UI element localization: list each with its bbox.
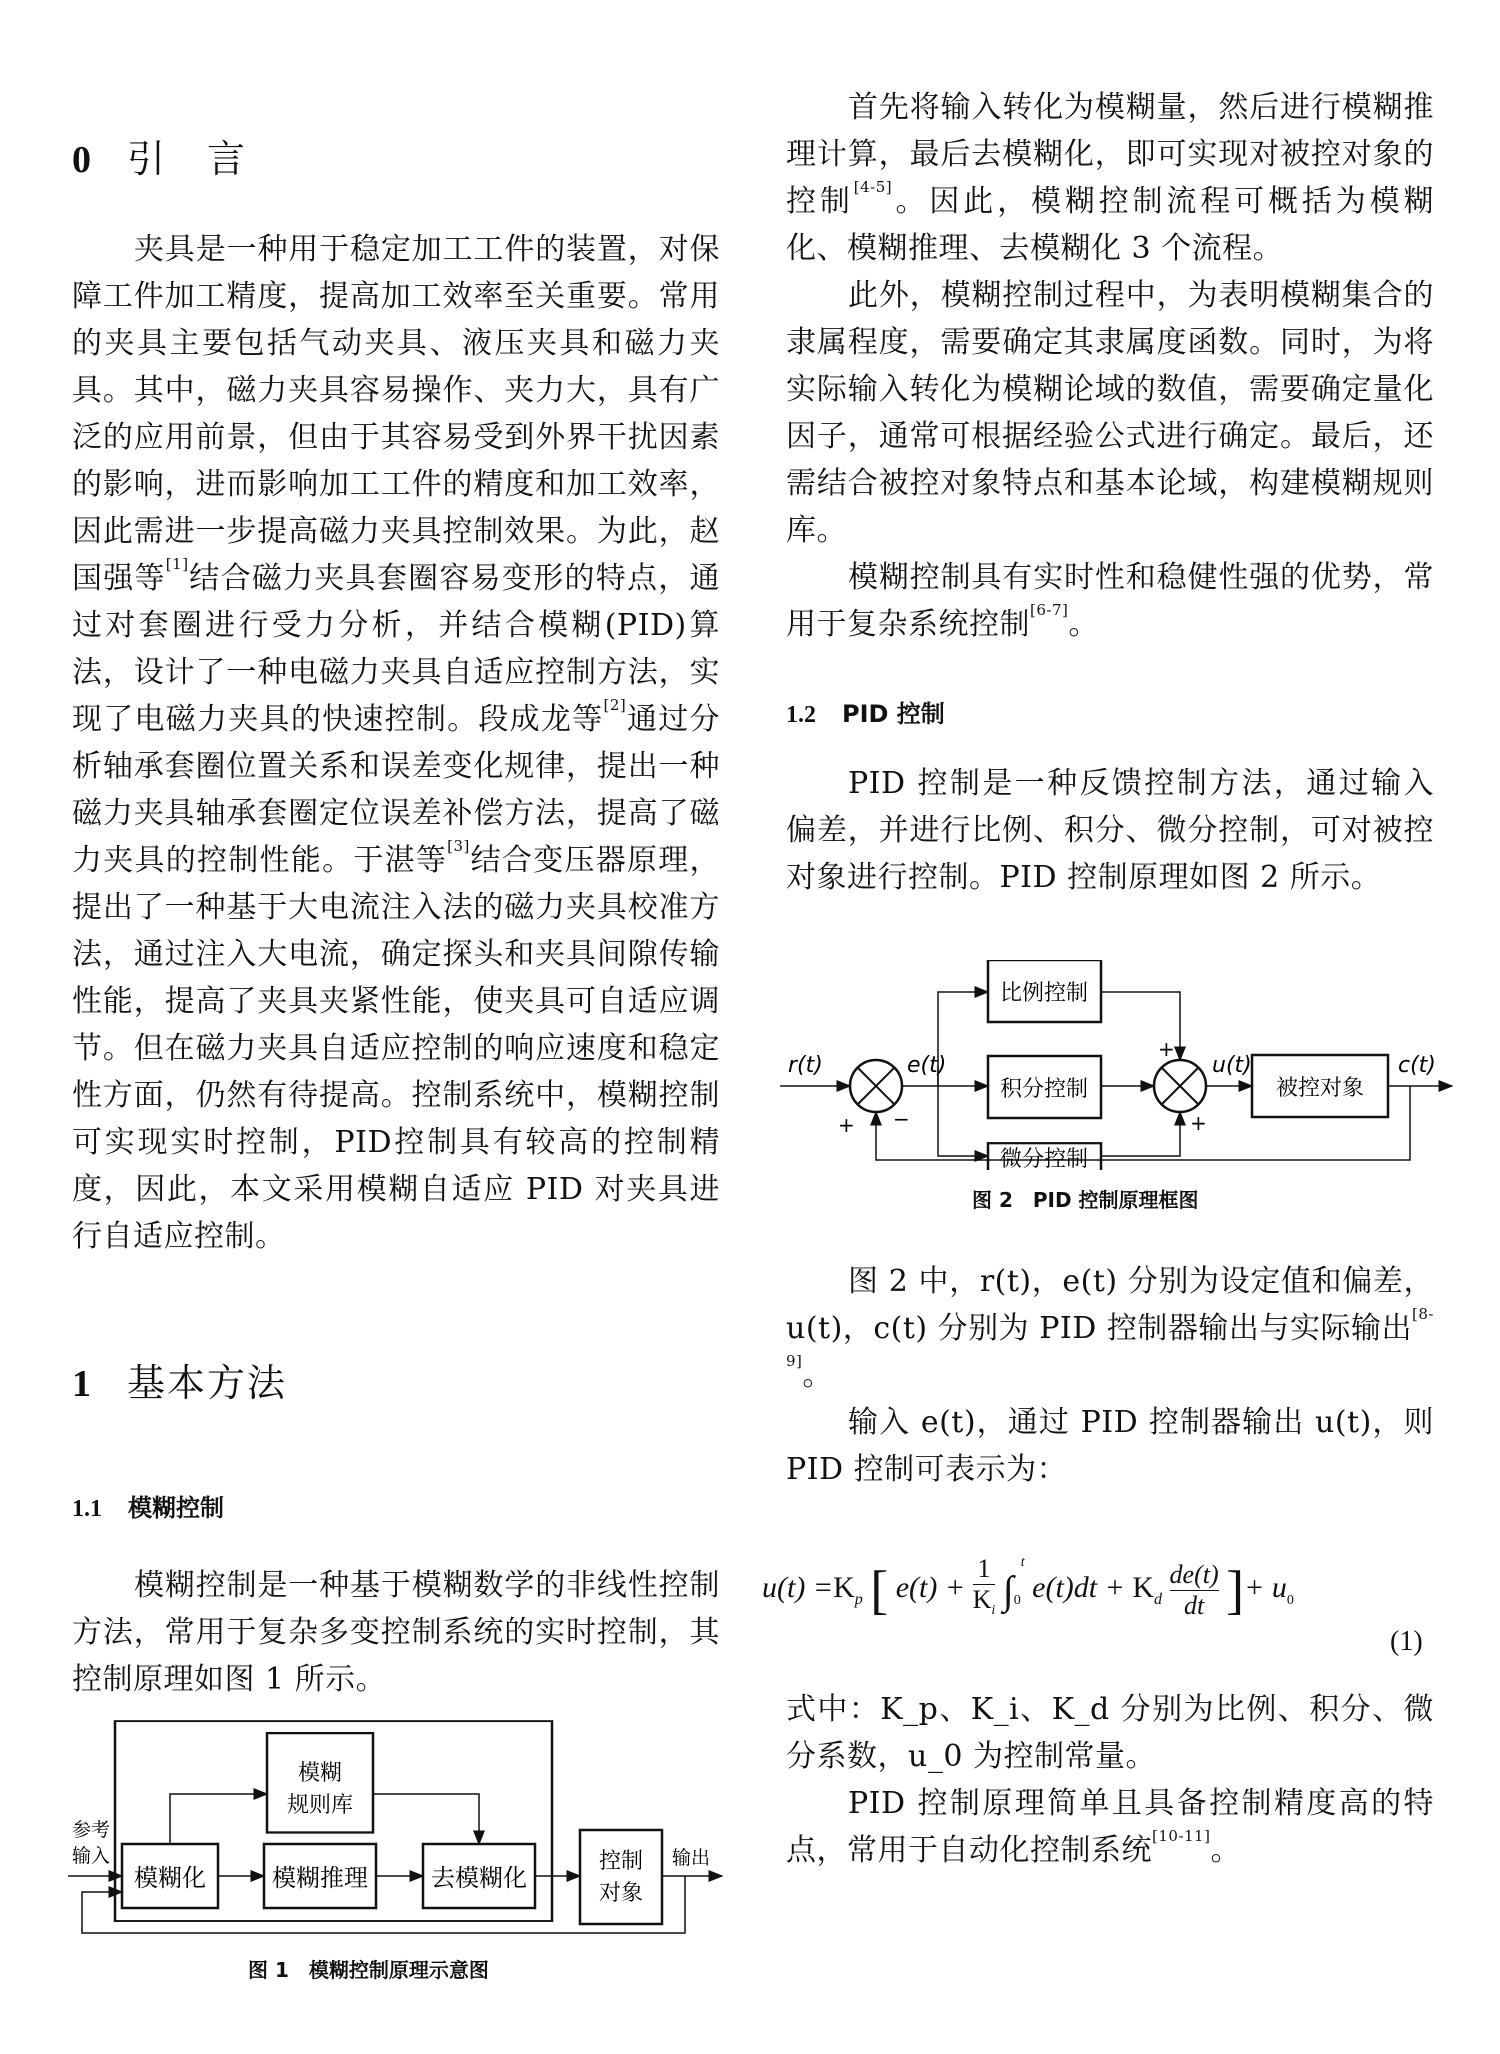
citation-4-5[interactable]: [4-5] [853,178,893,196]
label-rulebase-2: 规则库 [286,1793,354,1818]
fuzzy-process-paragraph: 首先将输入转化为模糊量，然后进行模糊推理计算，最后去模糊化，即可实现对被控对象的控制[4-5]。因此，模糊控制流程可概括为模糊化、模糊推理、去模糊化 3 个流程。 此外，模糊控制过程中，为表明模糊集合的隶属程度，需要确定其隶属度函数。同时，为将实际输入转化为模糊论域的数值，需要确定量化因子，通常可根据经验公式进行确定。最后，还需结合被控对象特点和基本论域，构建模糊规则库。 模糊控制具有实时性和稳健性强的优势，常用于复杂系统控制[6-7]。 [786,90,1435,642]
label-input-1: 参考 [72,1819,111,1841]
citation-1[interactable]: [1] [165,555,189,573]
coefficient-paragraph: 式中：K_p、K_i、K_d 分别为比例、积分、微分系数，u_0 为控制常量。 PID 控制原理简单且具备控制精度高的特点，常用于自动化控制系统[10-11]。 [786,1692,1434,1868]
label-e: e(t) [907,1053,947,1078]
subsection-heading-fuzzy: 1.1 模糊控制 [72,1494,224,1522]
label-integral: 积分控制 [999,1077,1089,1102]
figure-2-caption: 图 2 PID 控制原理框图 [972,1188,1199,1212]
label-derivative: 微分控制 [999,1147,1089,1170]
block-plant [580,1830,662,1924]
label-inference: 模糊推理 [272,1864,368,1892]
citation-3[interactable]: [3] [447,837,470,855]
label-defuzzify: 去模糊化 [431,1864,527,1892]
citation-2[interactable]: [2] [603,696,627,714]
sign-plus-3: + [1190,1111,1207,1135]
label-u: u(t) [1212,1053,1252,1078]
pid-equation: $u(t) =K_p$ [ e(t) + $\frac{1}{K_i}$ $\int_0^t$ $e(t)dt + K_d$ $\frac{de(t)}{dt}$ ]+ $u_0$ [762,1554,1294,1621]
subsection-heading-pid: 1.2 PID 控制 [786,700,945,728]
sign-plus-2: + [1158,1037,1175,1061]
citation-6-7[interactable]: [6-7] [1030,601,1069,619]
label-r: r(t) [788,1053,823,1078]
label-proportional: 比例控制 [999,981,1089,1006]
figure-1-fuzzy-control-diagram [60,1712,740,1942]
section-heading-methods: 1 基本方法 [72,1361,288,1405]
label-rulebase-1: 模糊 [297,1761,343,1786]
equation-number: (1) [1390,1626,1423,1657]
fuzzy-paragraph: 模糊控制是一种基于模糊数学的非线性控制方法，常用于复杂多变控制系统的实时控制，其控制原理如图 1 所示。 [72,1568,720,1697]
citation-8-9[interactable]: [8-9] [786,1305,1434,1370]
intro-paragraph: 夹具是一种用于稳定加工工件的装置，对保障工件加工精度，提高加工效率至关重要。常用的夹具主要包括气动夹具、液压夹具和磁力夹具。其中，磁力夹具容易操作、夹力大，具有广泛的应用前景，但由于其容易受到外界干扰因素的影响，进而影响加工工件的精度和加工效率，因此需进一步提高磁力夹具控制效果。为此，赵国强等[1]结合磁力夹具套圈容易变形的特点，通过对套圈进行受力分析，并结合模糊(PID)算法，设计了一种电磁力夹具自适应控制方法，实现了电磁力夹具的快速控制。段成龙等[2]通过分析轴承套圈位置关系和误差变化规律，提出一种磁力夹具轴承套圈定位误差补偿方法，提高了磁力夹具的控制性能。于湛等[3]结合变压器原理，提出了一种基于大电流注入法的磁力夹具校准方法，通过注入大电流，确定探头和夹具间隙传输性能，提高了夹具夹紧性能，使夹具可自适应调节。但在磁力夹具自适应控制的响应速度和稳定性方面，仍然有待提高。控制系统中，模糊控制可实现实时控制，PID控制具有较高的控制精度，因此，本文采用模糊自适应 PID 对夹具进行自适应控制。 [72,232,721,1254]
sign-minus: − [893,1107,910,1131]
label-plant-2: 对象 [598,1881,644,1906]
pid-description-paragraph: 图 2 中，r(t)，e(t) 分别为设定值和偏差，u(t)，c(t) 分别为 PID 控制器输出与实际输出[8-9]。 输入 e(t)，通过 PID 控制器输出 u(t)，则 PID 控制可表示为： [786,1264,1434,1487]
section-heading-intro: 0 引 言 [72,137,248,181]
pid-intro-paragraph: PID 控制是一种反馈控制方法，通过输入偏差，并进行比例、积分、微分控制，可对被控对象进行控制。PID 控制原理如图 2 所示。 [786,766,1434,895]
label-plant: 被控对象 [1275,1076,1365,1101]
label-input-2: 输入 [72,1845,111,1867]
sign-plus-1: + [838,1113,855,1137]
figure-2-pid-block-diagram [780,960,1460,1170]
label-c: c(t) [1398,1053,1436,1078]
label-plant-1: 控制 [598,1849,644,1874]
citation-10-11[interactable]: [10-11] [1152,1827,1211,1845]
label-fuzzify: 模糊化 [134,1864,206,1892]
label-output: 输出 [672,1847,711,1869]
figure-1-caption: 图 1 模糊控制原理示意图 [248,1958,489,1982]
